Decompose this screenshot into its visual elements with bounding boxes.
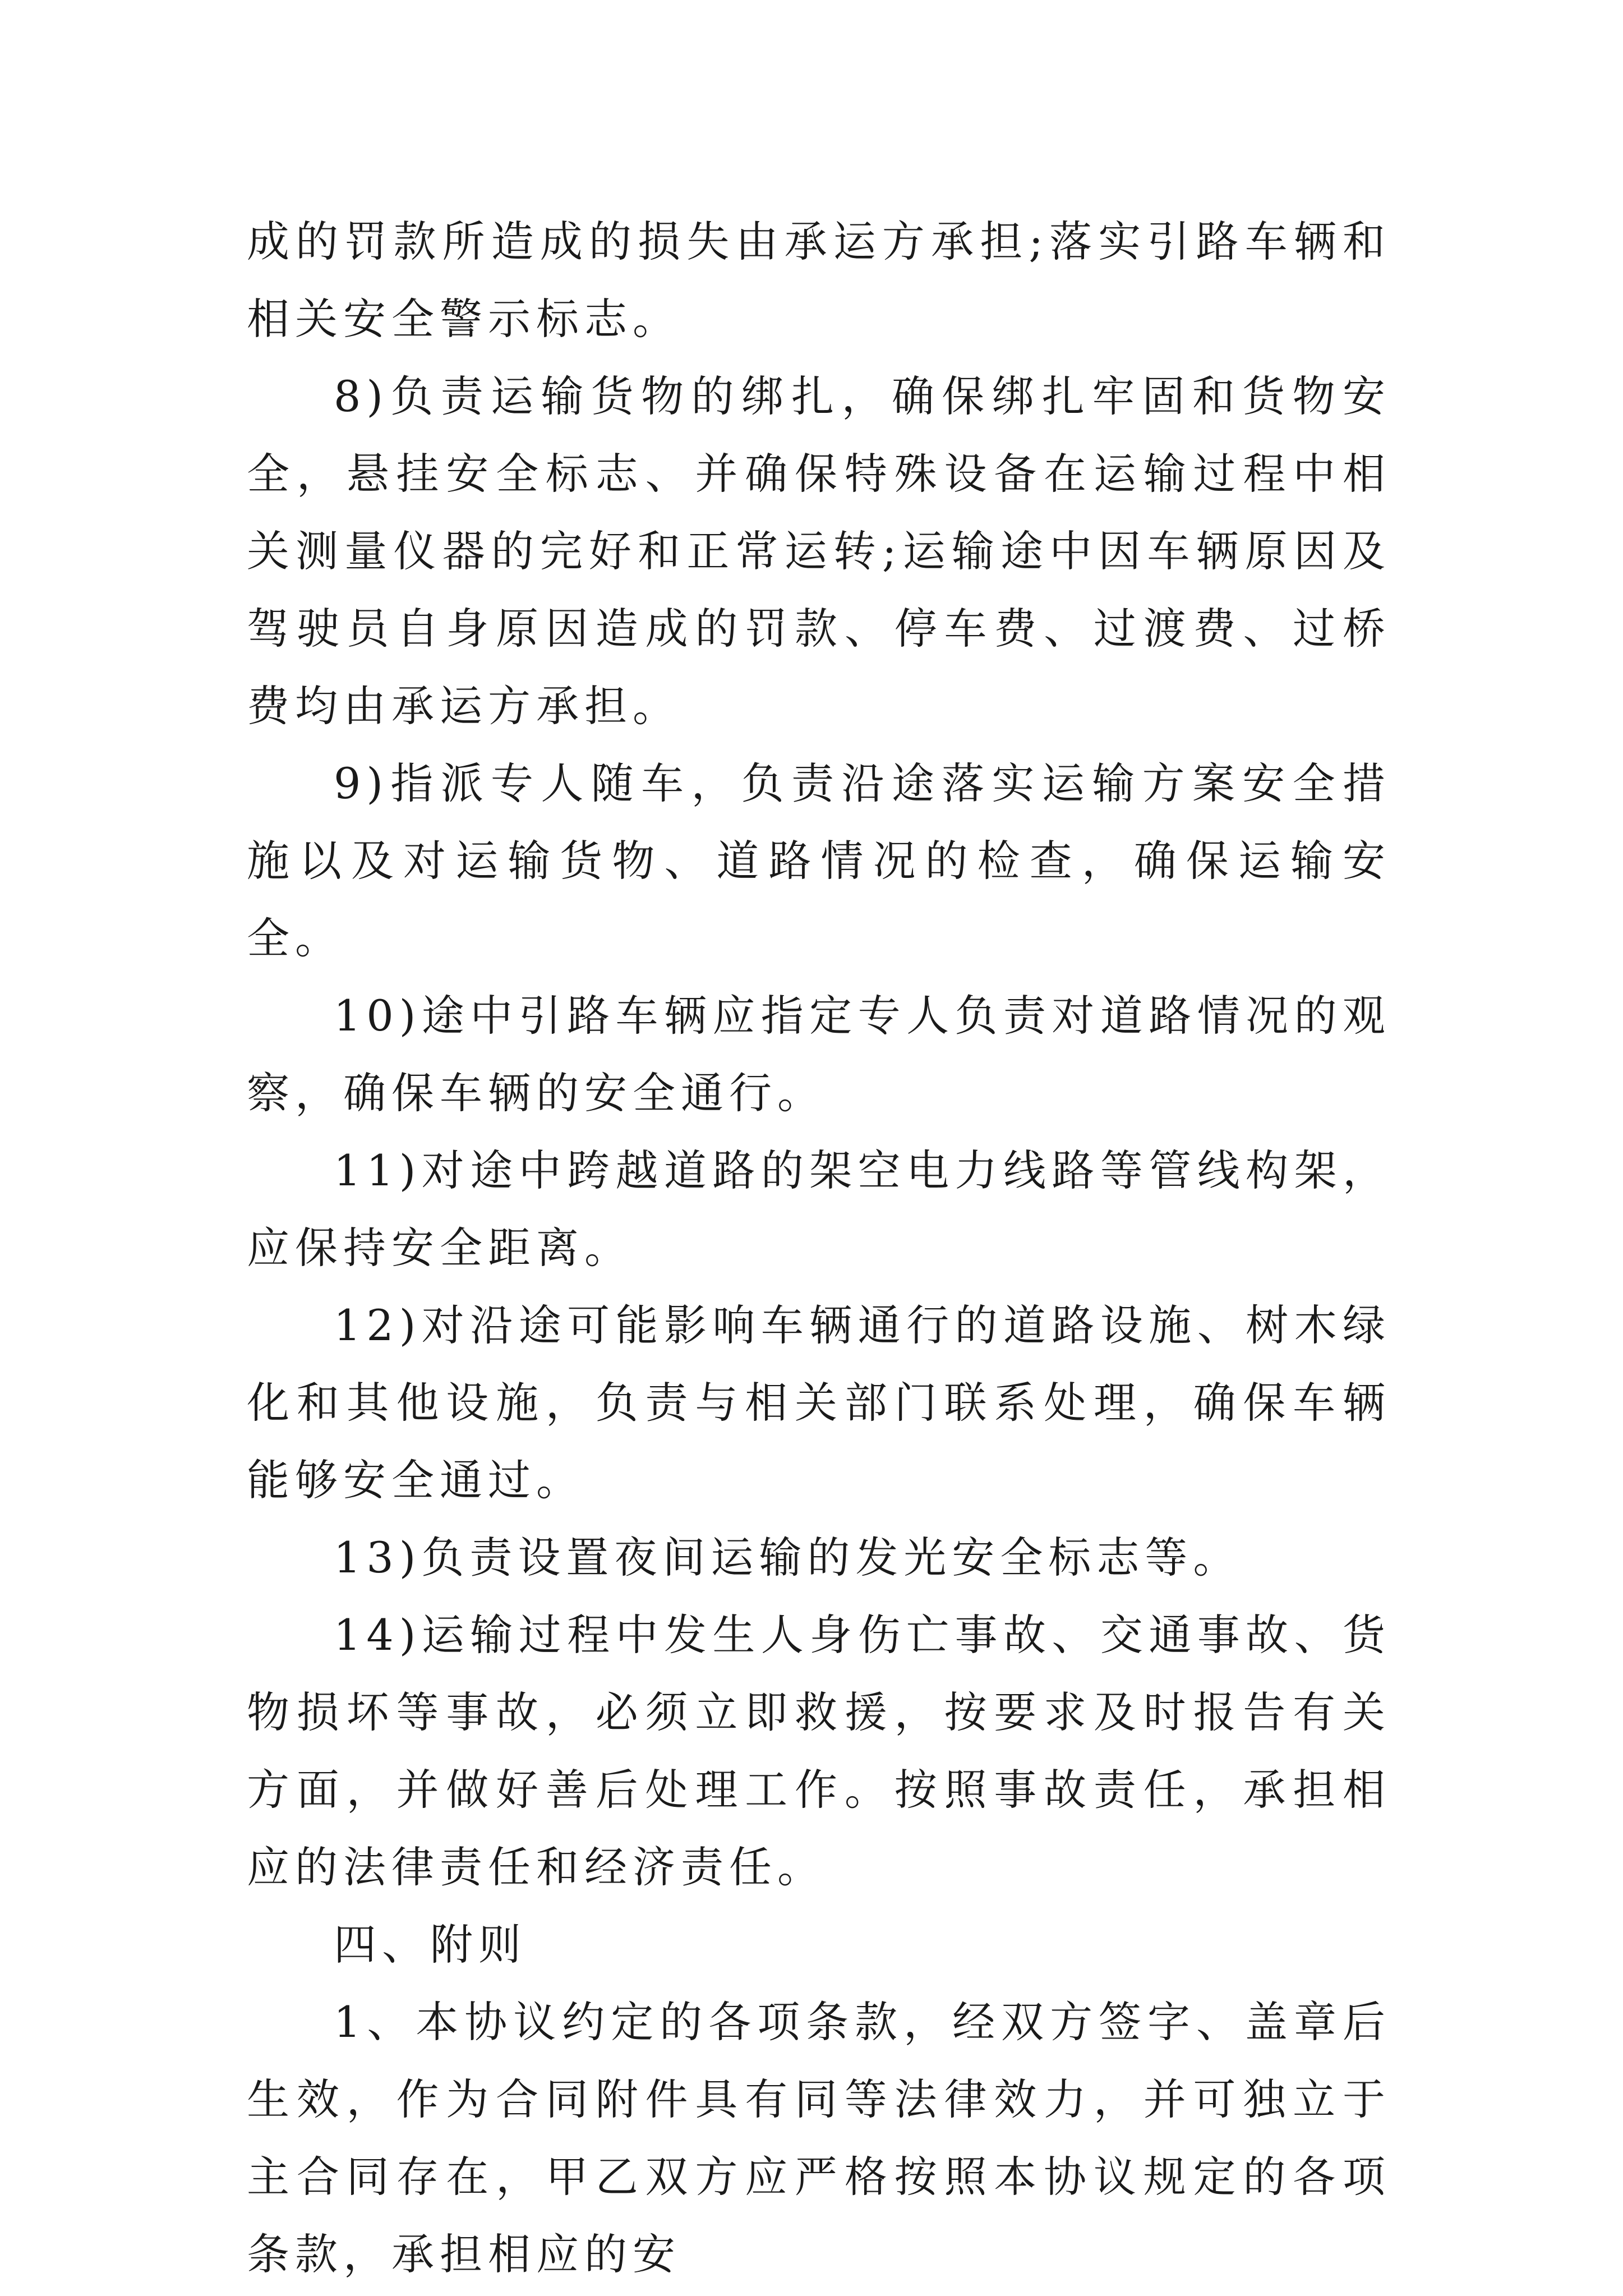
paragraph-item-10: 10)途中引路车辆应指定专人负责对道路情况的观察，确保车辆的安全通行。 <box>247 991 1391 1118</box>
paragraph-item-14: 14)运输过程中发生人身伤亡事故、交通事故、货物损坏等事故，必须立即救援，按要求及时报告有关方面，并做好善后处理工作。按照事故责任，承担相应的法律责任和经济责任。 <box>247 1610 1391 1892</box>
paragraph-continuation: 成的罚款所造成的损失由承运方承担;落实引路车辆和相关安全警示标志。 <box>247 217 1391 344</box>
paragraph-appendix-1: 1、本协议约定的各项条款，经双方签字、盖章后生效，作为合同附件具有同等法律效力，并可独立于主合同存在，甲乙双方应严格按照本协议规定的各项条款，承担相应的安 <box>247 1997 1391 2279</box>
paragraph-item-12: 12)对沿途可能影响车辆通行的道路设施、树木绿化和其他设施，负责与相关部门联系处理，确保车辆能够安全通过。 <box>247 1300 1391 1505</box>
section-heading-appendix: 四、附则 <box>334 1920 527 1970</box>
paragraph-item-9: 9)指派专人随车，负责沿途落实运输方案安全措施以及对运输货物、道路情况的检查，确保运输安全。 <box>247 758 1391 963</box>
paragraph-item-13: 13)负责设置夜间运输的发光安全标志等。 <box>334 1533 1242 1582</box>
paragraph-item-11: 11)对途中跨越道路的架空电力线路等管线构架，应保持安全距离。 <box>247 1145 1391 1273</box>
paragraph-item-8: 8)负责运输货物的绑扎，确保绑扎牢固和货物安全，悬挂安全标志、并确保特殊设备在运输过程中相关测量仪器的完好和正常运转;运输途中因车辆原因及驾驶员自身原因造成的罚款、停车费、过渡费、过桥费均由承运方承担。 <box>247 371 1391 731</box>
document-body <box>247 203 1391 2293</box>
